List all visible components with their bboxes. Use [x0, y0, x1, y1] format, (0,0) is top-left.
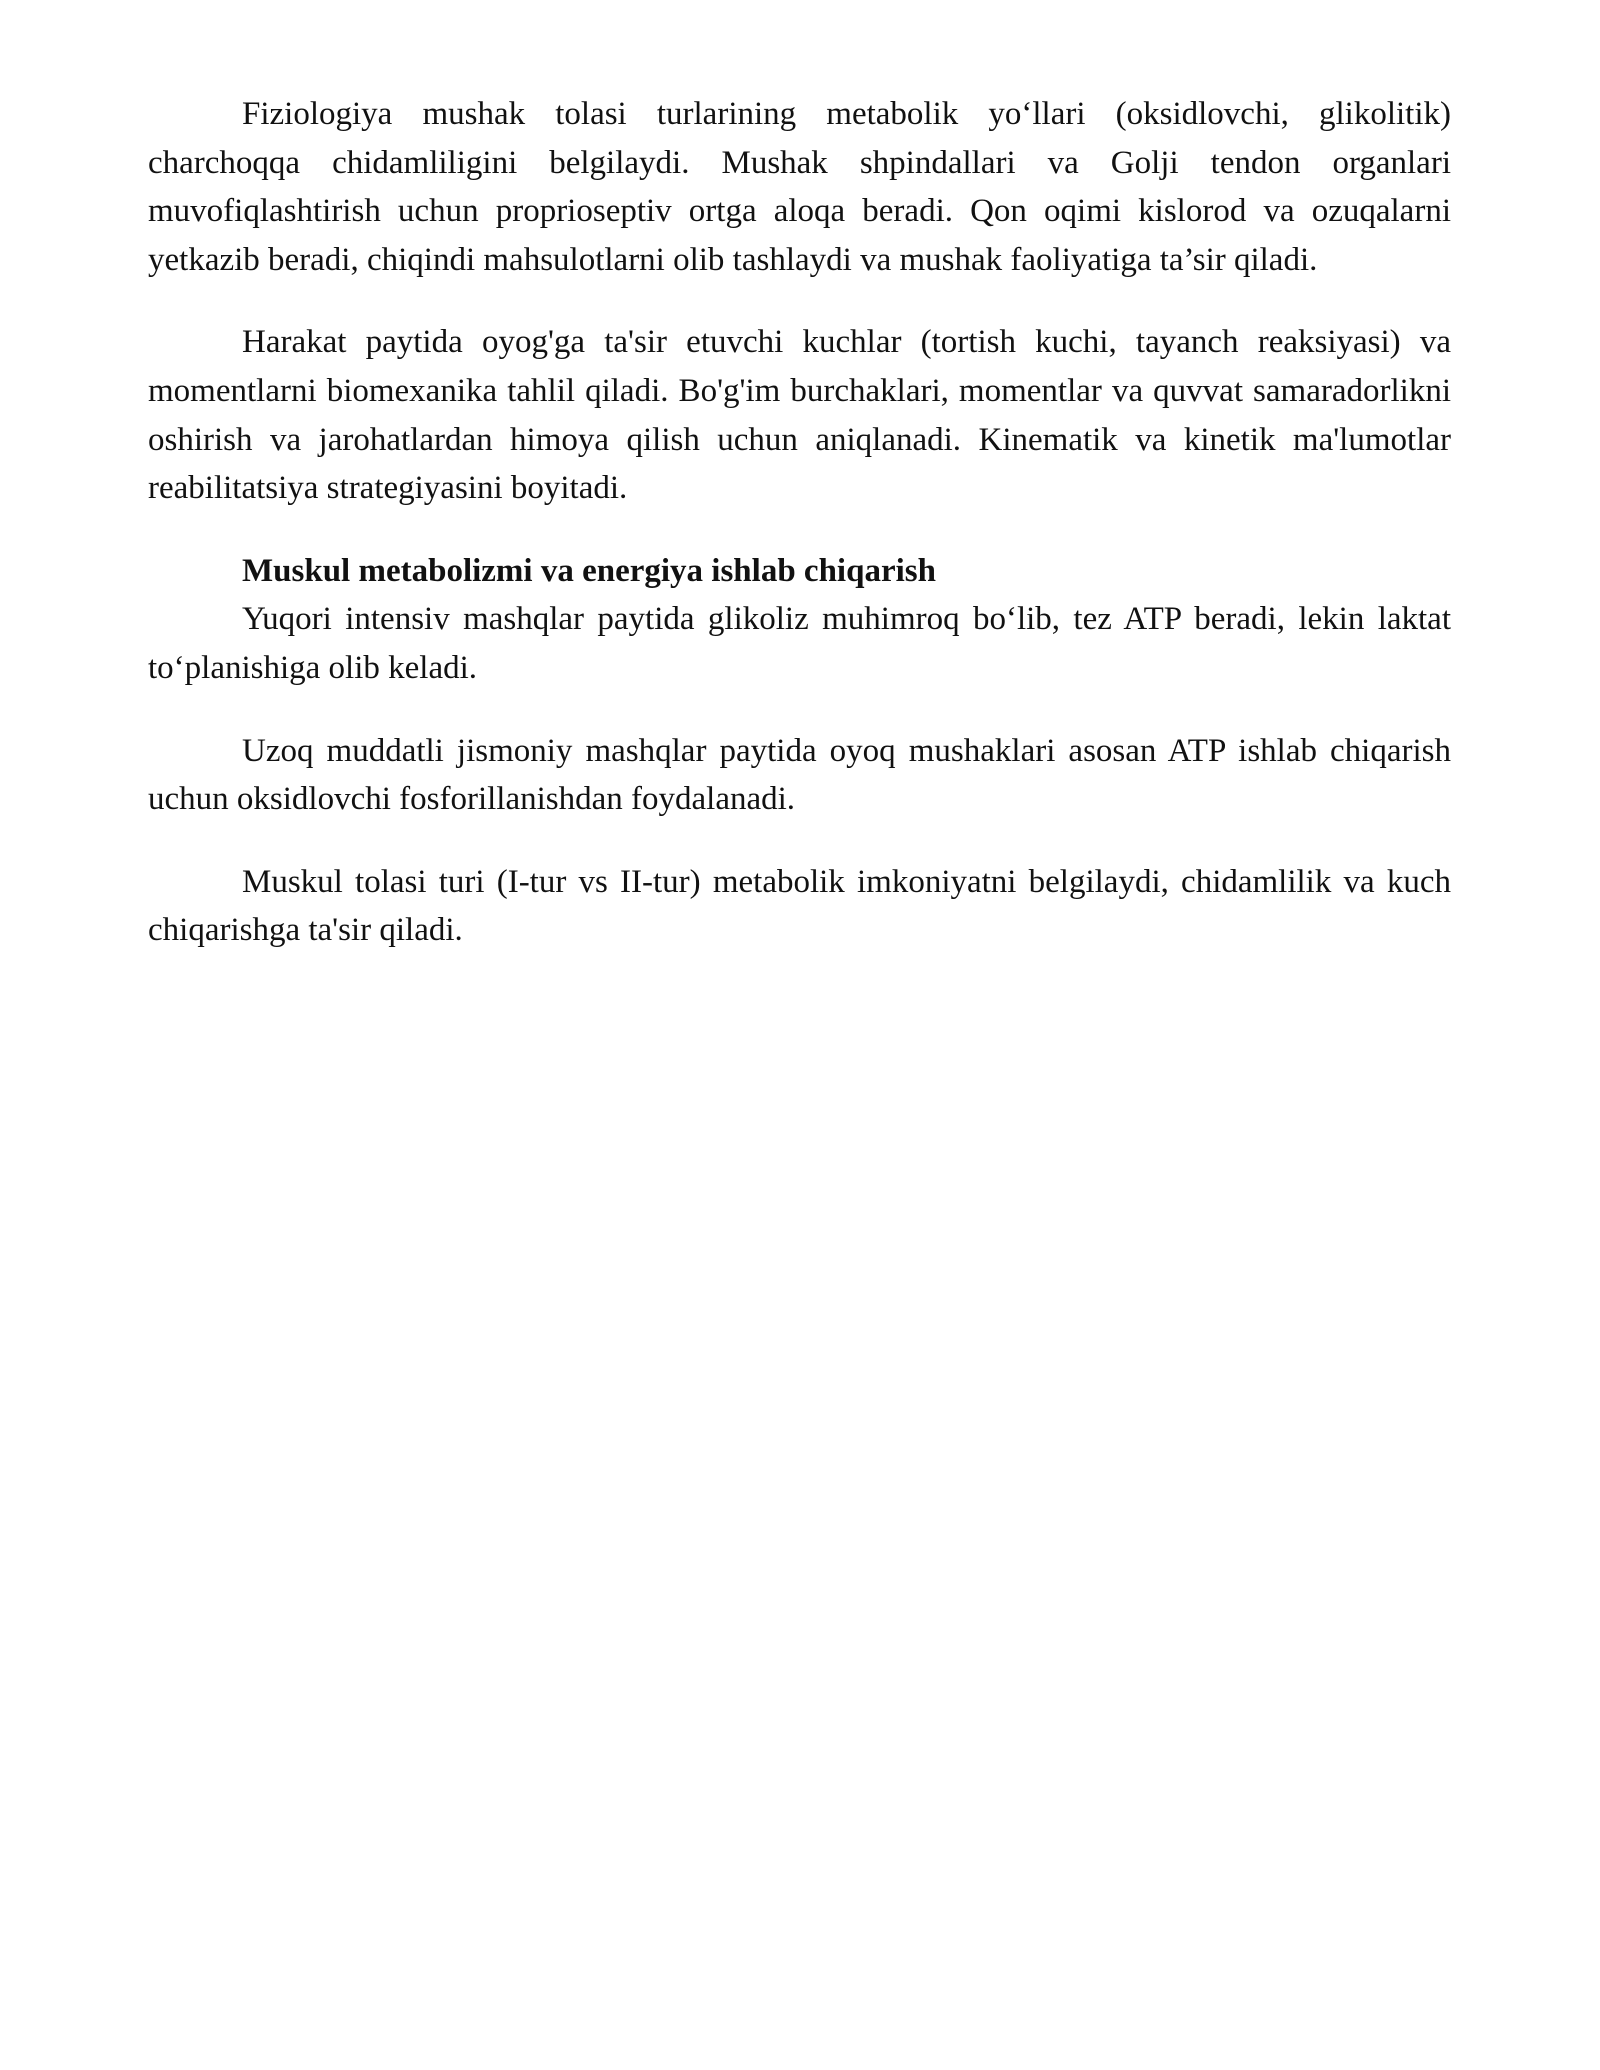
paragraph-biomechanics: Harakat paytida oyog'ga ta'sir etuvchi kuchlar (tortish kuchi, tayanch reaksiyasi) va momentlarni biomexanika tahlil qiladi. Bo'g'im burchaklari, momentlar va quvvat samaradorlikni oshirish va jarohatlardan himoya qilish uchun aniqlanadi. Kinematik va kinetik ma'lumotlar reabilitatsiya strategiyasini boyitadi.	[148, 324, 1451, 507]
paragraph-oxidative-phosphorylation: Uzoq muddatli jismoniy mashqlar paytida oyoq mushaklari asosan ATP ishlab chiqarish uchun oksidlovchi fosforillanishdan foydalanadi.	[148, 732, 1451, 818]
document-body	[148, 90, 1451, 989]
section-heading: Muskul metabolizmi va energiya ishlab chiqarish	[242, 552, 936, 589]
paragraph-fiber-type: Muskul tolasi turi (I-tur vs II-tur) metabolik imkoniyatni belgilaydi, chidamlilik va kuch chiqarishga ta'sir qiladi.	[148, 863, 1451, 949]
paragraph-glycolysis: Yuqori intensiv mashqlar paytida glikoliz muhimroq bo‘lib, tez ATP beradi, lekin laktat to‘planishiga olib keladi.	[148, 601, 1451, 686]
paragraph-fiber-metabolism: Fiziologiya mushak tolasi turlarining metabolik yo‘llari (oksidlovchi, glikolitik) charchoqqa chidamliligini belgilaydi. Mushak shpindallari va Golji tendon organlari muvofiqlashtirish uchun proprioseptiv ortga aloqa beradi. Qon oqimi kislorod va ozuqalarni yetkazib beradi, chiqindi mahsulotlarni olib tashlaydi va mushak faoliyatiga ta’sir qiladi.	[148, 96, 1451, 278]
